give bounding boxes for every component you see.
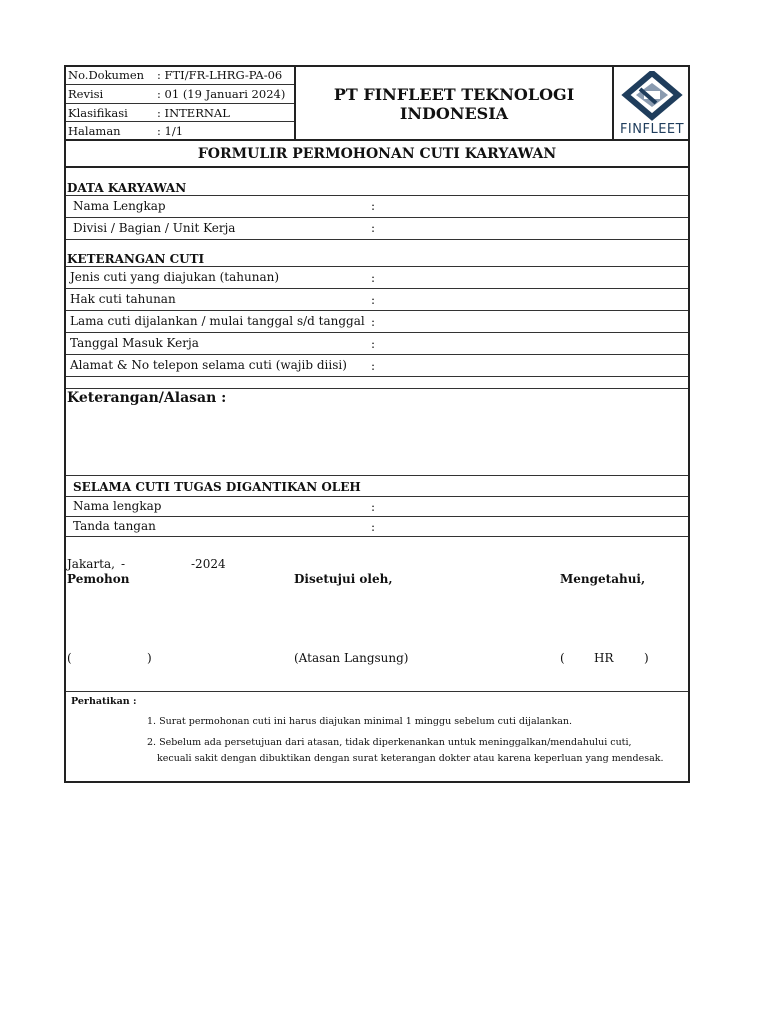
full-name-field[interactable] [381,198,681,214]
company-name [295,85,613,123]
hr-paren-close: ) [644,651,649,665]
hr-paren-open: ( [560,651,565,665]
revision-value: : 01 (19 Januari 2024) [157,87,286,101]
leave-request-form [64,65,690,783]
direct-supervisor-label: (Atasan Langsung) [294,651,409,665]
finfleet-logo-text: FINFLEET [619,122,685,137]
doc-number-value: : FTI/FR-LHRG-PA-06 [157,68,283,82]
address-phone-label: Alamat & No telepon selama cuti (wajib diisi) [70,358,347,372]
reason-heading: Keterangan/Alasan : [67,390,227,406]
company-name-line1: PT FINFLEET TEKNOLOGI [333,85,575,104]
note-item-1: 1. Surat permohonan cuti ini harus diajukan minimal 1 minggu sebelum cuti dijalankan. [147,716,573,727]
applicant-paren-open: ( [67,651,72,665]
signature-year: -2024 [191,557,226,571]
hr-label: HR [594,651,614,665]
replacement-signature-colon: : [371,520,376,534]
notes-heading: Perhatikan : [71,696,137,707]
replacement-signature-label: Tanda tangan [73,519,156,533]
form-title: FORMULIR PERMOHONAN CUTI KARYAWAN [197,146,557,162]
replacement-name-colon: : [371,500,376,514]
revision-label: Revisi [68,87,104,101]
full-name-label: Nama Lengkap [73,199,166,213]
address-phone-colon: : [371,359,376,373]
data-karyawan-heading: DATA KARYAWAN [67,181,187,195]
approved-by-heading: Disetujui oleh, [294,572,393,586]
hr-signature-area[interactable] [560,590,680,645]
division-colon: : [371,221,376,235]
classification-value: : INTERNAL [157,106,230,120]
leave-type-field[interactable] [381,269,681,285]
address-phone-field[interactable] [381,357,681,373]
replacement-heading: SELAMA CUTI TUGAS DIGANTIKAN OLEH [73,480,361,494]
finfleet-logo-mark [616,71,688,121]
replacement-name-field[interactable] [381,498,681,514]
division-label: Divisi / Bagian / Unit Kerja [73,221,236,235]
leave-duration-field[interactable] [381,313,681,329]
leave-entitlement-label: Hak cuti tahunan [70,292,176,306]
return-date-colon: : [371,337,376,351]
note-item-2-line1: 2. Sebelum ada persetujuan dari atasan, tidak diperkenankan untuk meninggalkan/mendahului cuti, [147,737,632,748]
leave-duration-colon: : [371,315,376,329]
return-date-field[interactable] [381,335,681,351]
applicant-heading: Pemohon [67,572,130,586]
company-name-line2: INDONESIA [399,104,509,123]
leave-entitlement-field[interactable] [381,291,681,307]
note-item-2-line2: kecuali sakit dengan dibuktikan dengan surat keterangan dokter atau karena keperluan yang mendesak. [157,753,664,764]
signature-place: Jakarta, [67,557,115,571]
doc-number-label: No.Dokumen [68,68,145,82]
leave-type-label: Jenis cuti yang diajukan (tahunan) [70,270,280,284]
replacement-signature-field[interactable] [381,518,681,534]
full-name-colon: : [371,199,376,213]
page-value: : 1/1 [157,124,184,138]
division-field[interactable] [381,220,681,236]
return-date-label: Tanggal Masuk Kerja [70,336,199,350]
approver-signature-area[interactable] [294,590,494,645]
leave-type-colon: : [371,271,376,285]
finfleet-logo [616,71,688,137]
keterangan-cuti-heading: KETERANGAN CUTI [67,252,205,266]
reason-textarea[interactable] [68,410,686,474]
leave-duration-label: Lama cuti dijalankan / mulai tanggal s/d tanggal [70,314,365,328]
applicant-paren-close: ) [147,651,152,665]
applicant-signature-area[interactable] [67,590,267,645]
signature-date-dash: - [121,557,126,571]
acknowledged-heading: Mengetahui, [560,572,646,586]
leave-entitlement-colon: : [371,293,376,307]
page-label: Halaman [68,124,121,138]
classification-label: Klasifikasi [68,106,128,120]
replacement-name-label: Nama lengkap [73,499,162,513]
